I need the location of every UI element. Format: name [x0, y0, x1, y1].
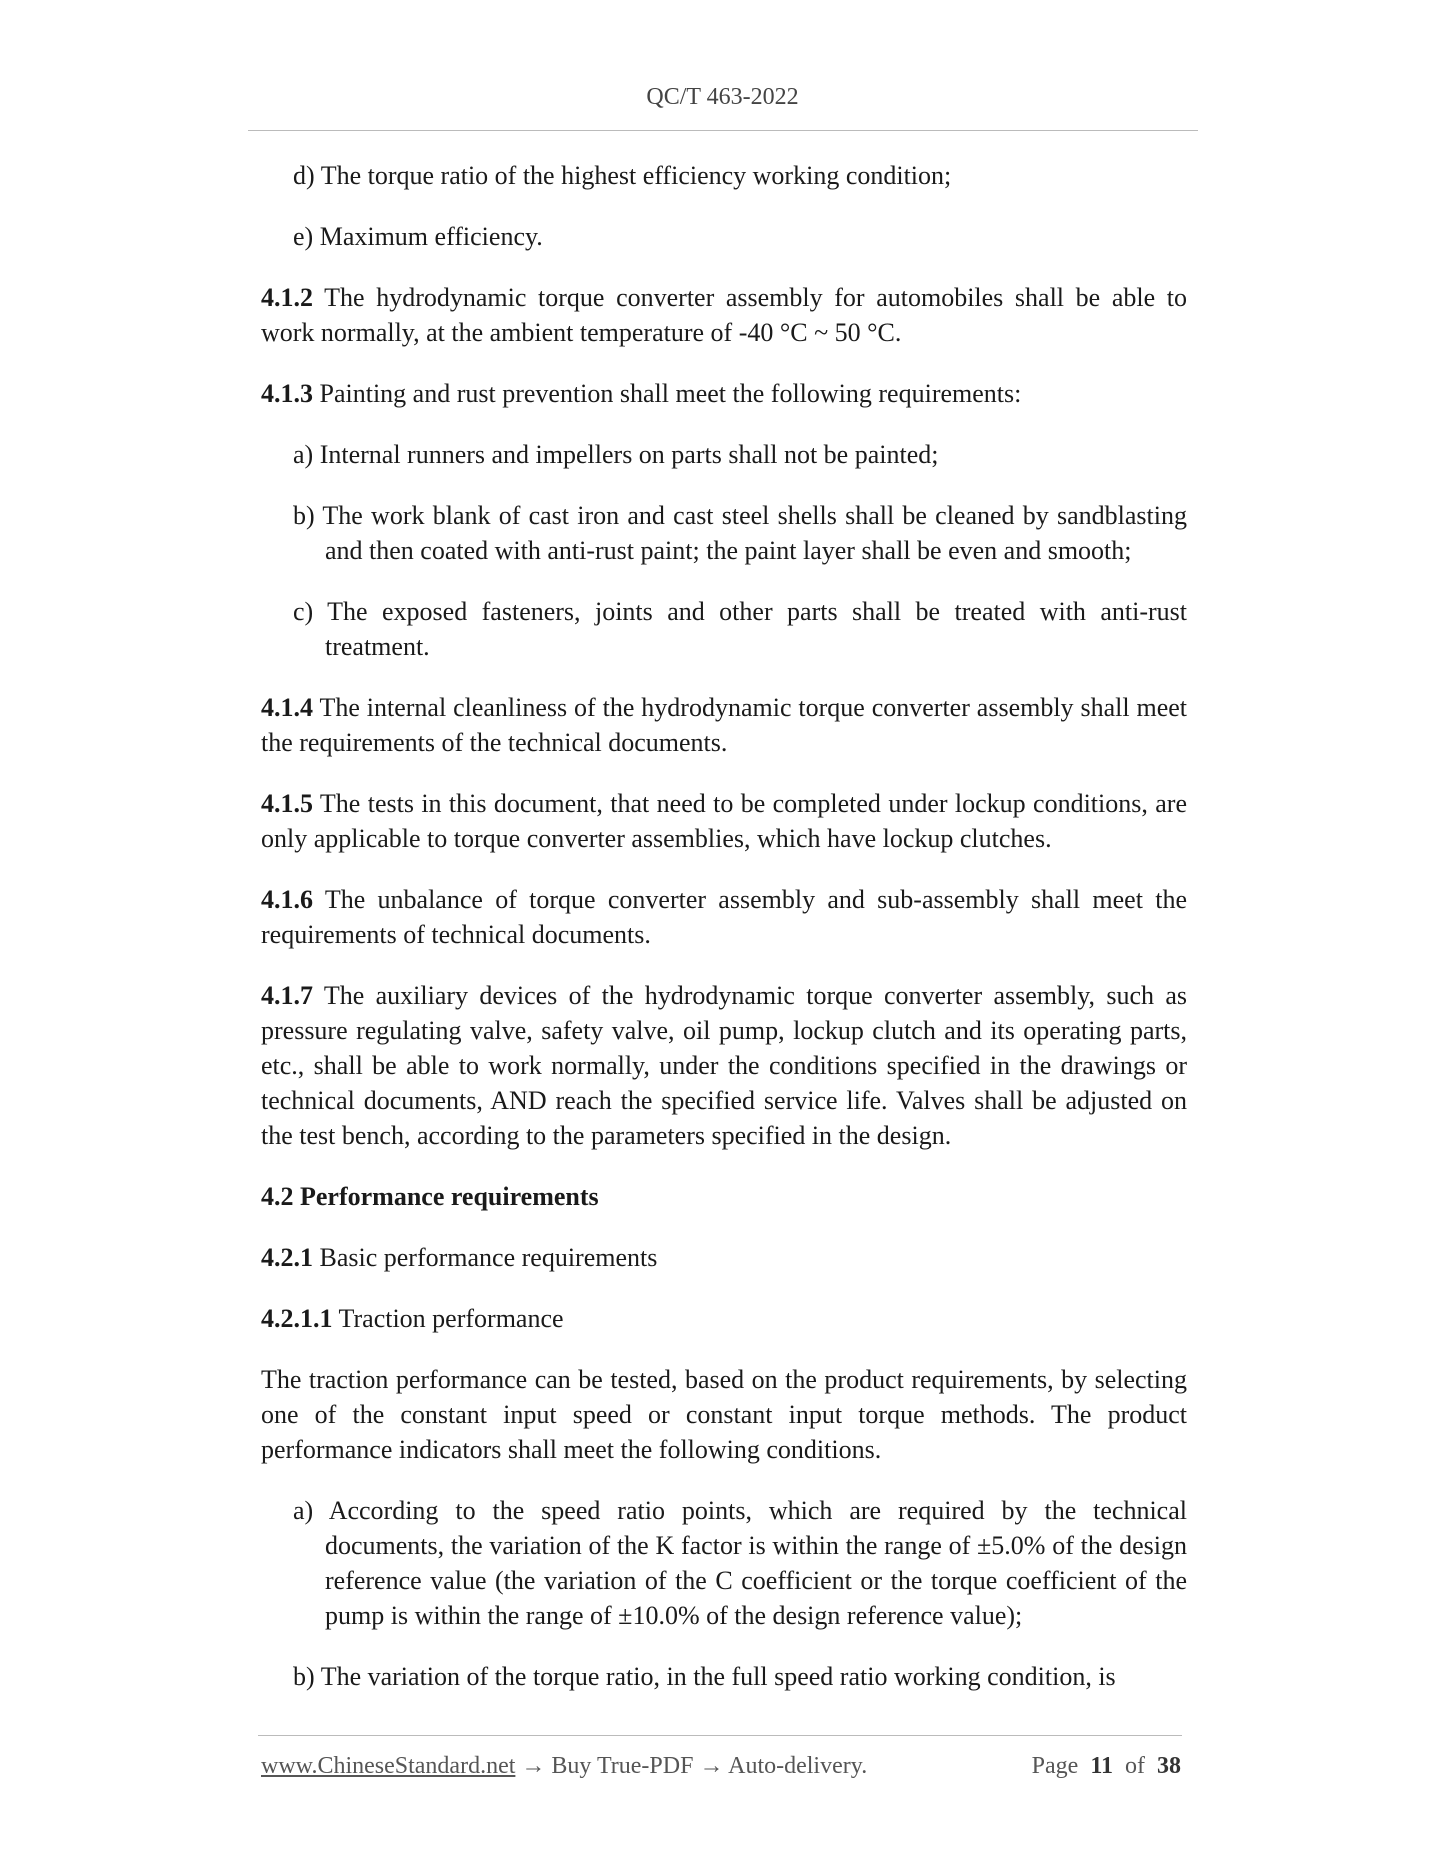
clause-4-1-5 [261, 786, 1187, 856]
clause-4-1-2 [261, 280, 1187, 350]
page-header [0, 84, 1445, 111]
clause-text: The auxiliary devices of the hydrodynamic torque converter assembly, such as pressure regulating valve, safety valve, oil pump, lockup clutch and its operating parts, etc., shall be able to work normally, under the conditions specified in the drawings or technical documents, AND reach the specified service life. Valves shall be adjusted on the test bench, according to the parameters specified in the design. [261, 981, 1187, 1150]
clause-text: Basic performance requirements [313, 1243, 658, 1272]
clause-4-2-1 [261, 1240, 1187, 1275]
list-item-e: e) Maximum efficiency. [293, 222, 543, 251]
clause-4-1-6 [261, 882, 1187, 952]
footer-trail: → Buy True-PDF → Auto-delivery. [515, 1753, 868, 1779]
clause-4-1-4 [261, 690, 1187, 760]
document-body [261, 158, 1187, 1694]
traction-item-a: a) According to the speed ratio points, which are required by the technical documents, the variation of the K factor is within the range of ±5.0% of the design reference value (the variation of the C coefficient or the torque coefficient of the pump is within the range of ±10.0% of the design reference value); [293, 1496, 1187, 1630]
site-link[interactable]: www.ChineseStandard.net [261, 1753, 516, 1779]
clause-text: The hydrodynamic torque converter assembly for automobiles shall be able to work normally, at the ambient temperature of -40 °C ~ 50 °C. [261, 283, 1187, 347]
clause-4-1-3-item-a: a) Internal runners and impellers on parts shall not be painted; [293, 440, 939, 469]
page-label: Page [1031, 1753, 1079, 1779]
page-number: 11 [1090, 1753, 1113, 1779]
clause-number: 4.1.7 [261, 981, 313, 1010]
section-heading-4-2: 4.2 Performance requirements [261, 1182, 599, 1211]
clause-4-1-3-item-b: b) The work blank of cast iron and cast steel shells shall be cleaned by sandblasting and then coated with anti-rust paint; the paint layer shall be even and smooth; [293, 501, 1187, 565]
page-indicator [1032, 1753, 1181, 1780]
clause-text: The internal cleanliness of the hydrodynamic torque converter assembly shall meet the requirements of the technical documents. [261, 693, 1187, 757]
clause-text: Traction performance [332, 1304, 564, 1333]
clause-number: 4.2.1 [261, 1243, 313, 1272]
clause-4-2-1-1 [261, 1301, 1187, 1336]
traction-item-b: b) The variation of the torque ratio, in the full speed ratio working condition, is [293, 1662, 1116, 1691]
traction-paragraph: The traction performance can be tested, based on the product requirements, by selecting one of the constant input speed or constant input torque methods. The product performance indicators shall meet the following conditions. [261, 1365, 1187, 1464]
clause-number: 4.1.6 [261, 885, 313, 914]
clause-number: 4.1.4 [261, 693, 313, 722]
clause-4-1-3 [261, 376, 1187, 411]
clause-number: 4.1.2 [261, 283, 313, 312]
clause-number: 4.1.3 [261, 379, 313, 408]
footer-promo [261, 1753, 867, 1780]
clause-text: The unbalance of torque converter assembly and sub-assembly shall meet the requirements of technical documents. [261, 885, 1187, 949]
of-label: of [1125, 1753, 1145, 1779]
header-divider [248, 130, 1198, 131]
clause-text: Painting and rust prevention shall meet the following requirements: [313, 379, 1022, 408]
clause-text: The tests in this document, that need to be completed under lockup conditions, are only applicable to torque converter assemblies, which have lockup clutches. [261, 789, 1187, 853]
clause-number: 4.2.1.1 [261, 1304, 333, 1333]
total-pages: 38 [1157, 1753, 1181, 1779]
clause-number: 4.1.5 [261, 789, 313, 818]
footer-divider [258, 1735, 1182, 1736]
list-item-d: d) The torque ratio of the highest efficiency working condition; [293, 161, 952, 190]
clause-4-1-7 [261, 978, 1187, 1153]
document-code: QC/T 463-2022 [646, 84, 799, 110]
clause-4-1-3-item-c: c) The exposed fasteners, joints and other parts shall be treated with anti-rust treatment. [293, 597, 1187, 661]
